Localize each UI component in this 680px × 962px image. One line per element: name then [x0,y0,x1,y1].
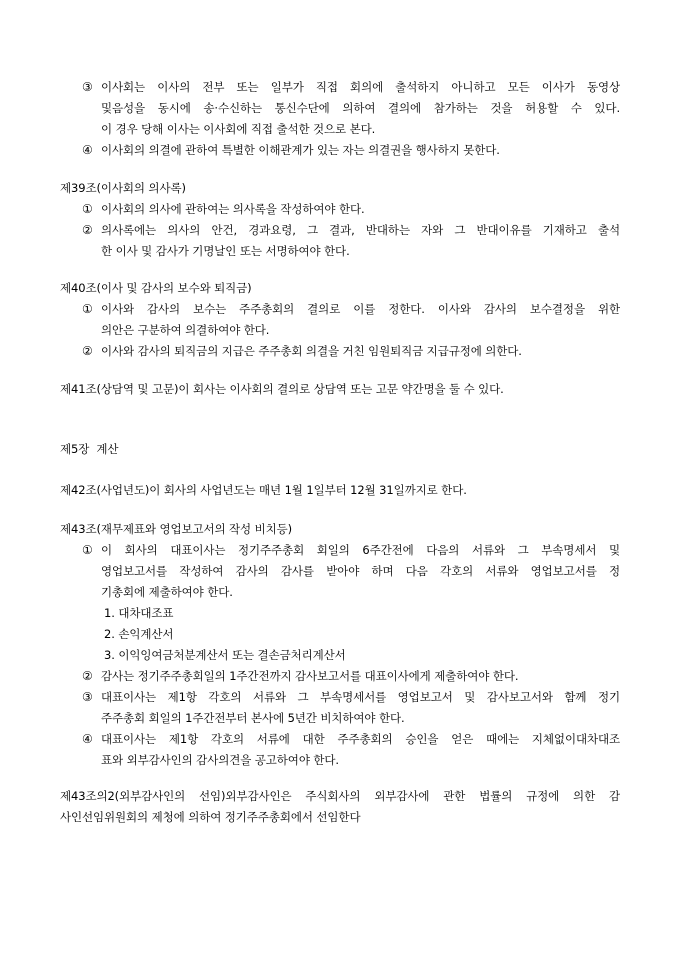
article-43-p1-line-3: 기총회에 제출하여야 한다. [101,585,233,599]
article-38-p4-line-1: 이사회의 의결에 관하여 특별한 이해관계가 있는 자는 의결권을 행사하지 못한다. [101,143,500,157]
article-43-p2-line-1: 감사는 정기주주총회일의 1주간전까지 감사보고서를 대표이사에게 제출하여야 한다. [101,669,519,683]
article-43-p1-item-1: 1. 대차대조표 [104,606,174,620]
article-43-p4-line-2: 표와 외부감사인의 감사의견을 공고하여야 한다. [101,753,339,767]
article-43-p1-line-1: 이 회사의 대표이사는 정기주주총회 회일의 6주간전에 다음의 서류와 그 부속명세서 및 [101,543,620,557]
article-39-heading: 제39조(이사회의 의사록) [60,181,186,195]
paragraph-marker: ③ [82,690,93,704]
article-40-p1-line-1: 이사와 감사의 보수는 주주총회의 결의로 이를 정한다. 이사와 감사의 보수결정을 위한 [101,302,620,316]
article-43-p3-line-2: 주주총회 회일의 1주간전부터 본사에 5년간 비치하여야 한다. [101,711,405,725]
article-39-p1-line-1: 이사회의 의사에 관하여는 의사록을 작성하여야 한다. [101,202,365,216]
article-40-heading: 제40조(이사 및 감사의 보수와 퇴직금) [60,281,252,295]
article-38-p3-line-2: 및음성을 동시에 송·수신하는 통신수단에 의하여 결의에 참가하는 것을 허용할 수 있다. [101,101,620,115]
article-43-2-line-1: 제43조의2(외부감사인의 선임)외부감사인은 주식회사의 외부감사에 관한 법률의 규정에 의한 감 [60,789,620,803]
paragraph-marker: ② [82,669,93,683]
article-38-p3-line-1: 이사회는 이사의 전부 또는 일부가 직접 회의에 출석하지 아니하고 모든 이사가 동영상 [101,80,620,94]
article-42-text: 제42조(사업년도)이 회사의 사업년도는 매년 1월 1일부터 12월 31일까지로 한다. [60,483,467,497]
paragraph-marker: ② [82,223,93,237]
article-43-p1-item-2: 2. 손익계산서 [104,627,174,641]
paragraph-marker: ④ [82,732,93,746]
article-40-p2-line-1: 이사와 감사의 퇴직금의 지급은 주주총회 의결을 거친 임원퇴직금 지급규정에 의한다. [101,344,522,358]
article-43-p3-line-1: 대표이사는 제1항 각호의 서류와 그 부속명세서를 영업보고서 및 감사보고서와 함께 정기 [101,690,620,704]
article-43-2-line-2: 사인선임위원회의 제청에 의하여 정기주주총회에서 선임한다 [60,810,361,824]
paragraph-marker: ① [82,543,93,557]
article-43-heading: 제43조(재무제표와 영업보고서의 작성 비치등) [60,522,293,536]
article-43-p4-line-1: 대표이사는 제1항 각호의 서류에 대한 주주총회의 승인을 얻은 때에는 지체없이대차대조 [101,732,620,746]
chapter-5-heading: 제5장 계산 [60,442,119,456]
article-40-p1-line-2: 의안은 구분하여 의결하여야 한다. [101,323,270,337]
article-41-text: 제41조(상담역 및 고문)이 회사는 이사회의 결의로 상담역 또는 고문 약간명을 둘 수 있다. [60,382,504,396]
article-43-p1-item-3: 3. 이익잉여금처분계산서 또는 결손금처리계산서 [104,648,346,662]
paragraph-marker: ① [82,202,93,216]
article-39-p2-line-1: 의사록에는 의사의 안건, 경과요령, 그 결과, 반대하는 자와 그 반대이유를 기재하고 출석 [101,223,620,237]
paragraph-marker: ④ [82,143,93,157]
article-39-p2-line-2: 한 이사 및 감사가 기명날인 또는 서명하여야 한다. [101,244,350,258]
paragraph-marker: ② [82,344,93,358]
article-43-p1-line-2: 영업보고서를 작성하여 감사의 감사를 받아야 하며 다음 각호의 서류와 영업보고서를 정 [101,564,620,578]
paragraph-marker: ① [82,302,93,316]
article-38-p3-line-3: 이 경우 당해 이사는 이사회에 직접 출석한 것으로 본다. [101,122,376,136]
paragraph-marker: ③ [82,80,93,94]
